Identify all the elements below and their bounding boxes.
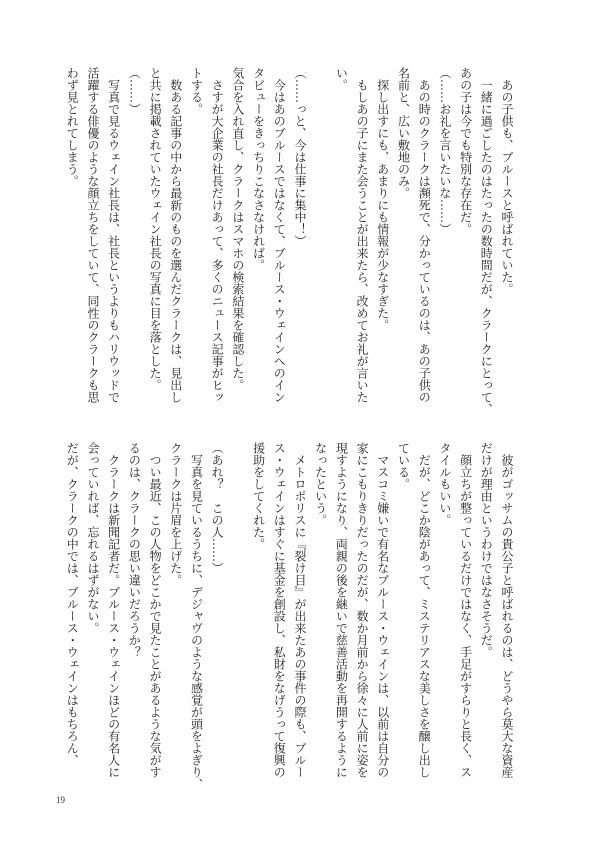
text-line: だが、クラークの中では、ブルース・ウェインはもちろん、 (65, 442, 80, 766)
text-line: 活躍する俳優のような顔立ちをしていて、同性のクラークも思 (85, 67, 100, 403)
blank-line (227, 442, 248, 778)
text-line: わず見とれてしまう。 (65, 67, 80, 187)
text-line: 名前と、広い敷地のみ。 (396, 67, 411, 199)
text-line: 顔立ちが整っているだけではなく、手足がすらりと長く、ス (458, 454, 473, 778)
text-line: 家にこもりきりだったのだが、数か月前から徐々に人前に姿を (355, 442, 370, 778)
text-line: （あれ？ この人……） (210, 442, 225, 574)
text-line: 探し出すにも、あまりにも情報が少なすぎた。 (375, 79, 390, 331)
text-line: 気合を入れ直し、クラークはスマホの検索結果を確認した。 (230, 67, 245, 391)
text-line: 今はあのブルースではなくて、ブルース・ウェインへのイン (272, 79, 287, 403)
text-line: マスコミ嫌いで有名なブルース・ウェインは、以前は自分の (375, 454, 390, 778)
page-number: 19 (56, 795, 65, 805)
text-line: 彼がゴッサムの貴公子と呼ばれるのは、どうやら莫大な資産 (500, 454, 514, 778)
text-line: （……っと、今は仕事に集中！） (292, 67, 307, 247)
text-line: クラークは新聞記者だ。ブルース・ウェインほどの有名人に (106, 454, 121, 778)
text-line: メトロポリスに『裂け目』が出来たあの事件の際も、ブルー (292, 454, 307, 778)
text-line: つい最近、この人物をどこかで見たことがあるような気がす (148, 454, 163, 778)
text-line: 写真で見るウェイン社長は、社長というよりもハリウッドで (106, 79, 121, 403)
blank-line (310, 67, 331, 403)
text-line: い。 (334, 67, 349, 91)
lower-text-block (61, 442, 517, 790)
text-line: ている。 (396, 442, 411, 490)
text-line: あの子は今でも特別な存在だ。 (458, 67, 473, 235)
text-line: だが、どこか陰があって、ミステリアスな美しさを醸し出し (417, 454, 432, 778)
text-line: 一緒に過ごしたのはたったの数時間だが、クラークにとって、 (479, 79, 494, 415)
upper-text-block (61, 67, 517, 415)
text-line: トする。 (189, 67, 204, 115)
text-line: と共に掲載されていたウェイン社長の写真に目を落とした。 (148, 67, 163, 391)
text-line: 写真を見ているうちに、デジャヴのような感覚が頭をよぎり、 (189, 454, 204, 790)
text-line: ス・ウェインはすぐに基金を創設し、私財をなげうって復興の (272, 442, 287, 778)
text-line: 数ある記事の中から最新のものを選んだクラークは、見出し (168, 79, 183, 403)
text-line: タビューをきっちりこなさなければ。 (251, 67, 266, 271)
text-line: だけが理由というわけではなさそうだ。 (479, 442, 494, 658)
text-line: さすが大企業の社長だけあって、多くのニュース記事がヒッ (210, 79, 225, 403)
text-line: 現すようになり、両親の後を継いで慈善活動を再開するように (334, 442, 349, 778)
text-line: クラークは片眉を上げた。 (168, 442, 183, 586)
text-line: もしあの子にまた会うことが出来たら、改めてお礼が言いた (355, 79, 370, 403)
text-line: タイルもいい。 (437, 442, 452, 526)
text-line: （……） (127, 67, 142, 115)
text-line: あの時のクラークは瀕死で、分かっているのは、あの子供の (417, 79, 432, 403)
text-line: るのは、クラークの思い違いだろうか？ (127, 442, 142, 658)
text-line: （……お礼を言いたいな……） (437, 67, 452, 235)
text-line: 援助をしてくれた。 (251, 442, 266, 550)
text-line: なったという。 (313, 442, 328, 526)
text-line: あの子供も、ブルースと呼ばれていた。 (500, 79, 514, 295)
text-line: 会っていれば、忘れるはずがない。 (85, 442, 100, 634)
